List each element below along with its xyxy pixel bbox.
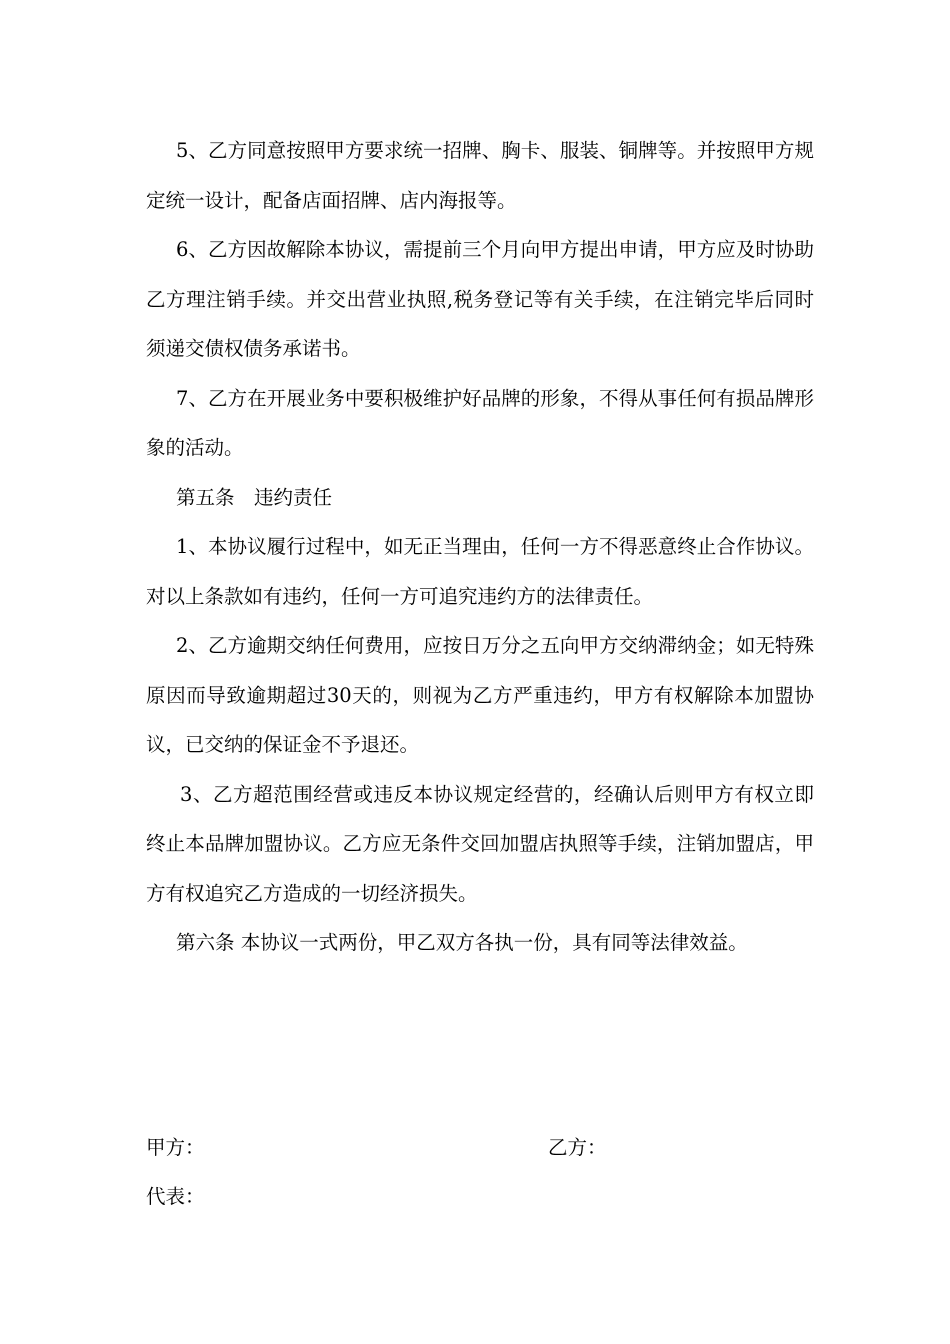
representative-label: 代表： <box>146 1185 205 1208</box>
clause-7-paragraph: 7、乙方在开展业务中要积极维护好品牌的形象，不得从事任何有损品牌形象的活动。 <box>146 386 814 459</box>
clause-6-paragraph: 6、乙方因故解除本协议，需提前三个月向甲方提出申请，甲方应及时协助乙方理注销手续。并交出营业执照,税务登记等有关手续，在注销完毕后同时须递交债权债务承诺书。 <box>146 238 814 360</box>
article-5-heading: 第五条 违约责任 <box>176 485 333 509</box>
breach-clause-2-paragraph: 2、乙方逾期交纳任何费用，应按日万分之五向甲方交纳滞纳金；如无特殊原因而导致逾期超过30天的，则视为乙方严重违约，甲方有权解除本加盟协议，已交纳的保证金不予退还。 <box>146 634 814 756</box>
article-6-paragraph: 第六条 本协议一式两份，甲乙双方各执一份，具有同等法律效益。 <box>176 931 748 954</box>
breach-clause-3-paragraph: 3、乙方超范围经营或违反本协议规定经营的，经确认后则甲方有权立即终止本品牌加盟协议。乙方应无条件交回加盟店执照等手续，注销加盟店，甲方有权追究乙方造成的一切经济损失。 <box>146 782 814 905</box>
party-a-label: 甲方： <box>146 1136 205 1159</box>
breach-clause-1-paragraph: 1、本协议履行过程中，如无正当理由，任何一方不得恶意终止合作协议。对以上条款如有违约，任何一方可追究违约方的法律责任。 <box>146 535 814 608</box>
party-b-label: 乙方： <box>548 1136 607 1159</box>
document-body <box>146 126 814 968</box>
clause-5-paragraph: 5、乙方同意按照甲方要求统一招牌、胸卡、服装、铜牌等。并按照甲方规定统一设计，配备店面招牌、店内海报等。 <box>146 139 814 212</box>
